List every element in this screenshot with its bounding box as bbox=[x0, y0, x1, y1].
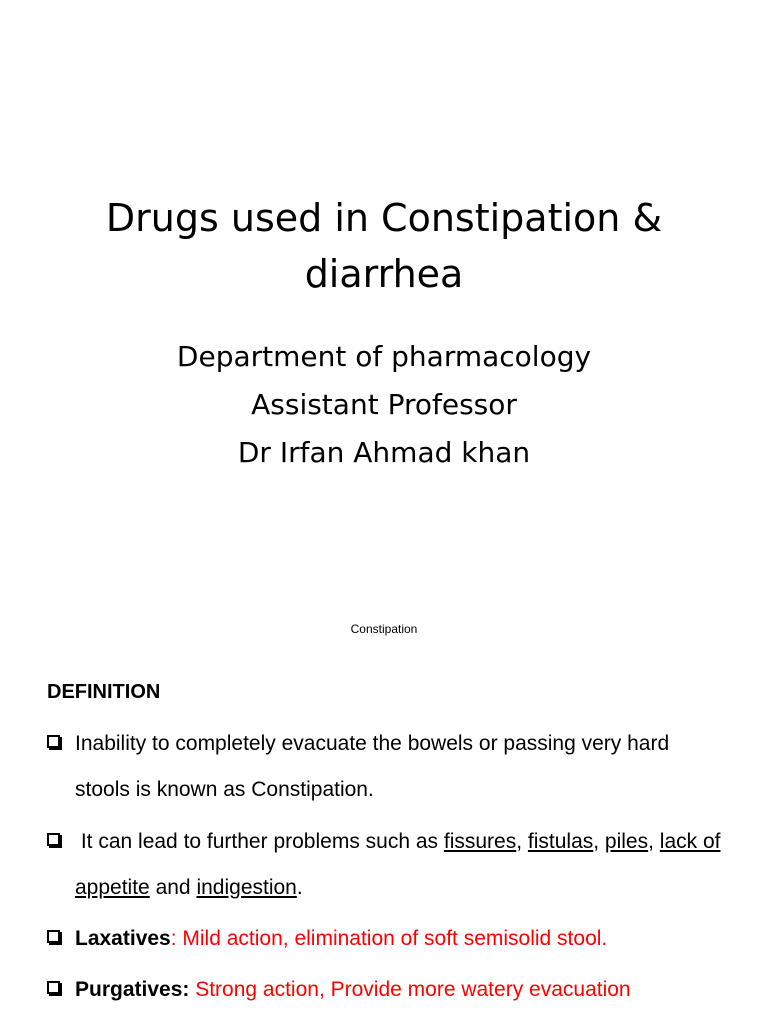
separator: , bbox=[648, 830, 660, 853]
separator: , bbox=[516, 830, 528, 853]
definition-heading: DEFINITION bbox=[47, 681, 161, 703]
bullet-2-text bbox=[75, 819, 737, 911]
laxatives-description: : Mild action, elimination of soft semisolid stool. bbox=[170, 927, 608, 950]
bullet-2-and: and bbox=[149, 876, 197, 899]
bullet-4-text bbox=[75, 967, 737, 1013]
bullet-1-line-1: Inability to completely evacuate the bowels or passing very hard bbox=[75, 732, 670, 755]
title-line-2: diarrhea bbox=[304, 252, 464, 296]
checkbox-bullet-icon bbox=[47, 930, 60, 943]
laxatives-term: Laxatives bbox=[75, 927, 171, 950]
bullet-1-text bbox=[75, 721, 737, 813]
bullet-2-prefix: It can lead to further problems such as bbox=[75, 830, 444, 853]
checkbox-bullet-icon bbox=[47, 981, 60, 994]
term-indigestion: indigestion bbox=[196, 876, 297, 899]
term-appetite: appetite bbox=[75, 876, 150, 899]
checkbox-bullet-icon bbox=[47, 833, 60, 846]
slide-subtitle bbox=[60, 333, 708, 477]
purgatives-term: Purgatives: bbox=[75, 978, 190, 1001]
checkbox-bullet-icon bbox=[47, 735, 60, 748]
term-fissures: fissures bbox=[443, 830, 517, 853]
term-lack-of: lack of bbox=[659, 830, 721, 853]
separator: , bbox=[593, 830, 605, 853]
department-text: Department of pharmacology bbox=[176, 340, 592, 373]
title-line-1: Drugs used in Constipation & bbox=[105, 196, 663, 240]
position-text: Assistant Professor bbox=[251, 388, 517, 421]
bullet-2-end: . bbox=[296, 876, 303, 899]
section-title: Constipation bbox=[350, 622, 418, 636]
bullet-3-text bbox=[75, 916, 737, 962]
purgatives-description: Strong action, Provide more watery evacuation bbox=[189, 978, 631, 1001]
bullet-1-line-2: stools is known as Constipation. bbox=[75, 778, 374, 801]
slide-title bbox=[60, 190, 708, 302]
author-text: Dr Irfan Ahmad khan bbox=[237, 436, 531, 469]
term-piles: piles bbox=[604, 830, 649, 853]
term-fistulas: fistulas bbox=[527, 830, 594, 853]
